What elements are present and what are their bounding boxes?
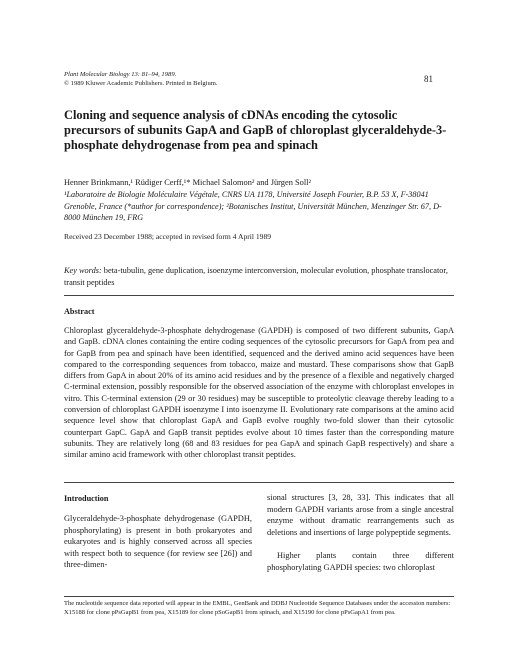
journal-line-2: © 1989 Kluwer Academic Publishers. Printed in Belgium. (64, 80, 218, 87)
page-number: 81 (424, 74, 433, 84)
abstract-text: Chloroplast glyceraldehyde-3-phosphate dehydrogenase (GAPDH) is composed of two different subunits, GapA and GapB. cDNA clones containing the entire coding sequences of the cytosolic precursors for GapA from pea and for GapB from pea and spinach have been identified, sequenced and the derived amino acid sequences have been compared to the corresponding sequences from tobacco, maize and mustard. These comparisons show that GapB differs from GapA in about 20% of its amino acid residues and by the presence of a flexible and negatively charged C-terminal extension, possibly responsible for the observed association of the enzyme with chloroplast envelopes in vitro. This C-terminal extension (29 or 30 residues) may be susceptible to proteolytic cleavage thereby leading to a conversion of chloroplast GAPDH isoenzyme I into isoenzyme II. Evolutionary rate comparisons at the amino acid sequence level show that chloroplast GapA and GapB evolve roughly two-fold slower than their cytosolic counterpart GapC. GapA and GapB transit peptides evolve about 10 times faster than the corresponding mature subunits. They are relatively long (68 and 83 residues for pea GapA and spinach GapB respectively) and share a similar amino acid framework with other chloroplast transit peptides. (64, 326, 454, 460)
intro-column-1: Glyceraldehyde-3-phosphate dehydrogenase (GAPDH, phosphorylating) is present in both prokaryotes and eukaryotes and is highly conserved across all species with respect both to sequence (for review see [26]) and three-dimen- (64, 514, 252, 570)
keywords-label: Key words: (64, 266, 102, 275)
footnote-divider (64, 596, 454, 597)
divider (64, 295, 454, 296)
paper-title: Cloning and sequence analysis of cDNAs encoding the cytosolic precursors of subunits GapA and GapB of chloroplast glyceraldehyde-3-phosphate dehydrogenase from pea and spinach (64, 108, 447, 152)
introduction-heading: Introduction (64, 494, 109, 503)
intro-column-2: sional structures [3, 28, 33]. This indicates that all modern GAPDH variants arose from a single ancestral enzyme without dramatic rearrangements such as deletions and insertions of large polypeptide segments. (267, 493, 454, 537)
journal-line-1: Plant Molecular Biology 13: 81–94, 1989. (64, 71, 177, 78)
divider (64, 482, 454, 483)
authors: Henner Brinkmann,¹ Rüdiger Cerff,¹* Michael Salomon² and Jürgen Soll² (64, 178, 311, 187)
keywords (64, 265, 454, 288)
journal-citation (64, 70, 218, 88)
affiliations: ¹Laboratoire de Biologie Moléculaire Végétale, CNRS UA 1178, Université Joseph Fourier, B.P. 53 X, F-38041 Grenoble, France (*author for correspondence); ²Botanisches Institut, Universität München, Menzinger Str. 67, D-8000 München 19, FRG (64, 190, 442, 222)
footnote: The nucleotide sequence data reported will appear in the EMBL, GenBank and DDBJ Nucleotide Sequence Databases under the accession numbers: X15188 for clone pPsGapB1 from pea, X15189 for clone pSoGapB1 from spinach, and X15190 for clone pPsGapA1 from pea. (64, 600, 451, 616)
intro-column-2-paragraph: Higher plants contain three different phosphorylating GAPDH species: two chloroplast (267, 551, 454, 572)
keywords-text: beta-tubulin, gene duplication, isoenzyme interconversion, molecular evolution, phosphate translocator, transit peptides (64, 266, 448, 287)
received-dates: Received 23 December 1988; accepted in revised form 4 April 1989 (64, 232, 272, 241)
abstract-heading: Abstract (64, 307, 95, 316)
